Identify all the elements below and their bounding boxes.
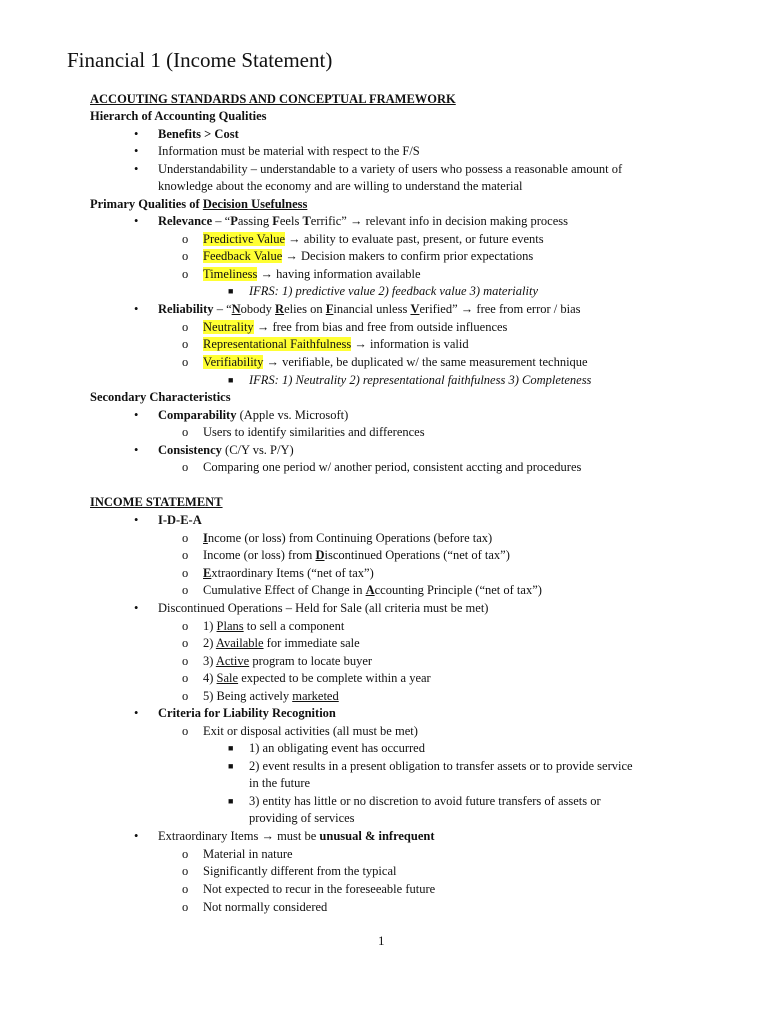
square-bullet-icon: ■: [228, 743, 234, 753]
circle-bullet-icon: o: [182, 267, 189, 281]
circle-bullet-icon: o: [182, 864, 189, 878]
bullet-icon: •: [134, 162, 139, 176]
list-item: 3) entity has little or no discretion to avoid future transfers of assets or: [249, 794, 601, 808]
section-heading-standards: ACCOUTING STANDARDS AND CONCEPTUAL FRAMEWORK: [90, 92, 456, 106]
list-item: Understandability – understandable to a variety of users who possess a reasonable amount of: [158, 162, 623, 176]
list-item-consistency: Consistency (C/Y vs. P/Y): [158, 443, 294, 457]
list-item-continued: providing of services: [249, 811, 355, 825]
list-item-verifiability: Verifiability → verifiable, be duplicated w/ the same measurement technique: [203, 355, 588, 369]
square-bullet-icon: ■: [228, 286, 234, 296]
circle-bullet-icon: o: [182, 460, 189, 474]
circle-bullet-icon: o: [182, 671, 189, 685]
list-item-predictive-value: Predictive Value → ability to evaluate past, present, or future events: [203, 232, 544, 246]
bullet-icon: •: [134, 829, 139, 843]
square-bullet-icon: ■: [228, 375, 234, 385]
arrow-icon: →: [266, 355, 280, 369]
subheading-hierarchy: Hierarch of Accounting Qualities: [90, 109, 267, 123]
circle-bullet-icon: o: [182, 566, 189, 580]
list-item: 4) Sale expected to be complete within a year: [203, 671, 431, 685]
list-item: Information must be material with respect to the F/S: [158, 144, 420, 158]
arrow-icon: →: [354, 337, 367, 351]
circle-bullet-icon: o: [182, 619, 189, 633]
list-item: Exit or disposal activities (all must be met): [203, 724, 418, 738]
bullet-icon: •: [134, 706, 139, 720]
list-item: 3) Active program to locate buyer: [203, 654, 373, 668]
list-item-reliability: Reliability – “Nobody Relies on Financial unless Verified” → free from error / bias: [158, 302, 581, 316]
page-number: 1: [378, 933, 385, 948]
circle-bullet-icon: o: [182, 847, 189, 861]
list-item: Extraordinary Items (“net of tax”): [203, 566, 374, 580]
bullet-icon: •: [134, 513, 139, 527]
circle-bullet-icon: o: [182, 583, 189, 597]
bullet-icon: •: [134, 127, 139, 141]
bullet-icon: •: [134, 214, 139, 228]
bullet-icon: •: [134, 443, 139, 457]
arrow-icon: →: [285, 249, 298, 263]
arrow-icon: →: [349, 214, 363, 228]
list-item: Material in nature: [203, 847, 293, 861]
arrow-icon: →: [261, 829, 274, 843]
list-item: 1) an obligating event has occurred: [249, 741, 425, 755]
list-item: Not expected to recur in the foreseeable future: [203, 882, 436, 896]
circle-bullet-icon: o: [182, 249, 189, 263]
arrow-icon: →: [288, 232, 301, 246]
list-item: Benefits > Cost: [158, 127, 239, 141]
list-item-ifrs-reliability: IFRS: 1) Neutrality 2) representational faithfulness 3) Completeness: [249, 373, 592, 387]
circle-bullet-icon: o: [182, 425, 189, 439]
circle-bullet-icon: o: [182, 882, 189, 896]
circle-bullet-icon: o: [182, 654, 189, 668]
list-item-idea: I-D-E-A: [158, 513, 202, 527]
circle-bullet-icon: o: [182, 531, 189, 545]
bullet-icon: •: [134, 302, 139, 316]
circle-bullet-icon: o: [182, 724, 189, 738]
bullet-icon: •: [134, 408, 139, 422]
list-item: Users to identify similarities and differences: [203, 425, 425, 439]
list-item-neutrality: Neutrality → free from bias and free from outside influences: [203, 320, 508, 334]
list-item: Cumulative Effect of Change in Accounting Principle (“net of tax”): [203, 583, 542, 597]
list-item: 2) Available for immediate sale: [203, 636, 360, 650]
list-item: Discontinued Operations – Held for Sale (all criteria must be met): [158, 601, 489, 615]
list-item-representational-faithfulness: Representational Faithfulness → information is valid: [203, 337, 469, 351]
list-item: 1) Plans to sell a component: [203, 619, 345, 633]
list-item: Income (or loss) from Discontinued Operations (“net of tax”): [203, 548, 510, 562]
circle-bullet-icon: o: [182, 232, 189, 246]
list-item-feedback-value: Feedback Value → Decision makers to confirm prior expectations: [203, 249, 534, 263]
list-item-relevance: Relevance – “Passing Feels Terrific” → relevant info in decision making process: [158, 214, 568, 228]
subheading-primary-qualities: Primary Qualities of Decision Usefulness: [90, 197, 308, 211]
list-item-continued: knowledge about the economy and are willing to understand the material: [158, 179, 523, 193]
list-item-criteria: Criteria for Liability Recognition: [158, 706, 336, 720]
circle-bullet-icon: o: [182, 900, 189, 914]
circle-bullet-icon: o: [182, 548, 189, 562]
list-item: 2) event results in a present obligation to transfer assets or to provide service: [249, 759, 633, 773]
list-item-ifrs-relevance: IFRS: 1) predictive value 2) feedback value 3) materiality: [249, 284, 539, 298]
arrow-icon: →: [460, 302, 474, 316]
square-bullet-icon: ■: [228, 761, 234, 771]
circle-bullet-icon: o: [182, 337, 189, 351]
square-bullet-icon: ■: [228, 796, 234, 806]
list-item: Significantly different from the typical: [203, 864, 397, 878]
circle-bullet-icon: o: [182, 689, 189, 703]
subheading-secondary: Secondary Characteristics: [90, 390, 231, 404]
circle-bullet-icon: o: [182, 355, 189, 369]
list-item: 5) Being actively marketed: [203, 689, 339, 703]
list-item: Not normally considered: [203, 900, 328, 914]
circle-bullet-icon: o: [182, 320, 189, 334]
page-title: Financial 1 (Income Statement): [67, 48, 333, 72]
list-item-timeliness: Timeliness → having information available: [203, 267, 421, 281]
circle-bullet-icon: o: [182, 636, 189, 650]
arrow-icon: →: [260, 267, 274, 281]
arrow-icon: →: [256, 320, 270, 334]
list-item-continued: in the future: [249, 776, 311, 790]
section-heading-income-statement: INCOME STATEMENT: [90, 495, 223, 509]
bullet-icon: •: [134, 144, 139, 158]
bullet-icon: •: [134, 601, 139, 615]
list-item: Income (or loss) from Continuing Operations (before tax): [203, 531, 493, 545]
list-item-extraordinary: Extraordinary Items → must be unusual & infrequent: [158, 829, 435, 843]
list-item: Comparing one period w/ another period, consistent accting and procedures: [203, 460, 582, 474]
list-item-comparability: Comparability (Apple vs. Microsoft): [158, 408, 349, 422]
